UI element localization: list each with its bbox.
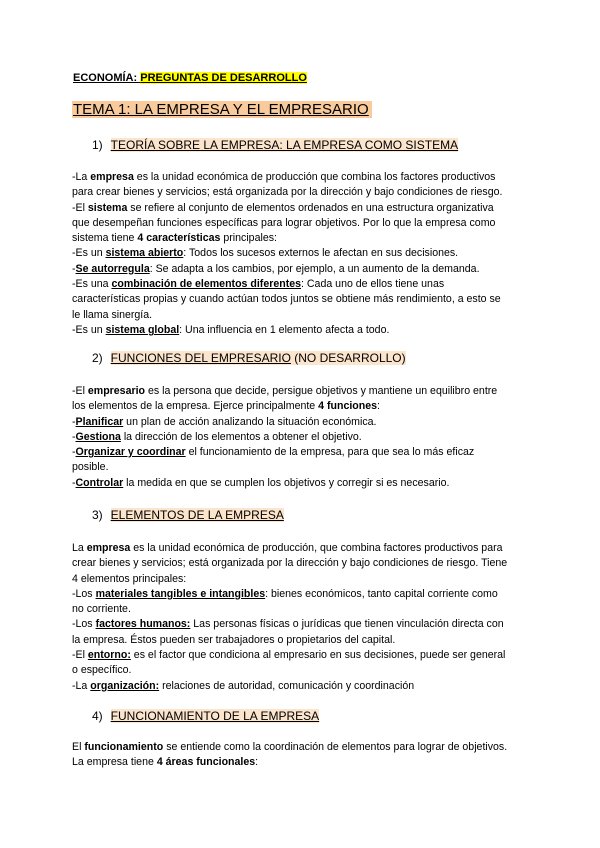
text-line: -El empresario es la persona que decide, persigue objetivos y mantiene un equilibro entre	[72, 385, 498, 397]
section-3-number: 3)	[92, 508, 103, 522]
text-line: no corriente.	[72, 603, 131, 616]
text-line: -Los factores humanos: Las personas físicas o jurídicas que tienen vinculación directa con	[72, 618, 504, 631]
text-line: -Controlar la medida en que se cumplen los objetivos y corregir si es necesario.	[72, 476, 450, 489]
section-2-number: 2)	[92, 351, 103, 365]
text-line: -Es un sistema global: Una influencia en 1 elemento afecta a todo.	[72, 323, 390, 336]
section-4-body	[72, 740, 532, 771]
text-line: -La empresa es la unidad económica de producción que combina los factores productivos	[72, 171, 496, 183]
section-4-number: 4)	[92, 709, 103, 723]
text-line: El funcionamiento se entiende como la coordinación de elementos para lograr de objetivos.	[72, 741, 508, 753]
text-line: la empresa. Éstos pueden ser trabajadores o propietarios del capital.	[72, 633, 396, 646]
text-line: o específico.	[72, 664, 132, 677]
section-1-body	[72, 170, 532, 338]
section-3-heading	[92, 508, 284, 522]
text-line: crear bienes y servicios; está organizada por la dirección y bajo condiciones de riesgo. Tiene	[72, 557, 508, 570]
text-line: -La organización: relaciones de autoridad, comunicación y coordinación	[72, 679, 415, 692]
doc-header	[73, 72, 307, 84]
text-line: -El sistema se refiere al conjunto de elementos ordenados en una estructura organizativa	[72, 201, 494, 214]
section-1-title: TEORÍA SOBRE LA EMPRESA: LA EMPRESA COMO SISTEMA	[110, 138, 459, 152]
section-1-number: 1)	[92, 138, 103, 152]
section-3-body	[72, 541, 532, 694]
section-2-suffix: (NO DESARROLLO)	[290, 351, 406, 365]
text-line: le llama sinergía.	[72, 308, 153, 321]
section-4-title: FUNCIONAMIENTO DE LA EMPRESA	[110, 709, 320, 723]
section-1-heading	[92, 138, 458, 152]
text-line: que desempeñan funciones específicas para lograr objetivos. Por lo que la empresa como	[72, 216, 496, 229]
text-line: -Los materiales tangibles e intangibles: bienes económicos, tanto capital corriente como	[72, 587, 498, 600]
text-line: -El entorno: es el factor que condiciona al empresario en sus decisiones, puede ser general	[72, 649, 506, 662]
text-line: -Es una combinación de elementos diferentes: Cada uno de ellos tiene unas	[72, 278, 445, 291]
text-line: -Organizar y coordinar el funcionamiento de la empresa, para que sea lo más eficaz	[72, 446, 475, 459]
section-4-heading	[92, 709, 319, 723]
text-line: para crear bienes y servicios; está organizada por la dirección y bajo condiciones de riesgo.	[72, 186, 503, 199]
doc-header-prefix: ECONOMÍA:	[73, 72, 141, 84]
section-2-body	[72, 384, 532, 491]
text-line: La empresa tiene 4 áreas funcionales:	[72, 756, 259, 769]
text-line: 4 elementos principales:	[72, 572, 187, 585]
text-line: características propias y cuando actúan todos juntos se obtiene más rendimiento, a esto se	[72, 293, 501, 306]
section-2-heading	[92, 351, 406, 365]
section-3-title: ELEMENTOS DE LA EMPRESA	[110, 508, 284, 522]
text-line: -Planificar un plan de acción analizando la situación económica.	[72, 415, 377, 428]
doc-header-highlight: PREGUNTAS DE DESARROLLO	[140, 72, 307, 84]
text-line: sistema tiene 4 características principales:	[72, 232, 277, 245]
text-line: -Gestiona la dirección de los elementos a obtener el objetivo.	[72, 430, 362, 443]
text-line: -Es un sistema abierto: Todos los sucesos externos le afectan en sus decisiones.	[72, 247, 459, 260]
text-line: -Se autorregula: Se adapta a los cambios, por ejemplo, a un aumento de la demanda.	[72, 262, 480, 275]
text-line: los elementos de la empresa. Ejerce principalmente 4 funciones:	[72, 400, 380, 413]
text-line: posible.	[72, 461, 109, 474]
text-line: La empresa es la unidad económica de producción, que combina factores productivos para	[72, 542, 503, 554]
section-2-title: FUNCIONES DEL EMPRESARIO	[110, 351, 291, 365]
tema-title: TEMA 1: LA EMPRESA Y EL EMPRESARIO	[72, 101, 372, 118]
